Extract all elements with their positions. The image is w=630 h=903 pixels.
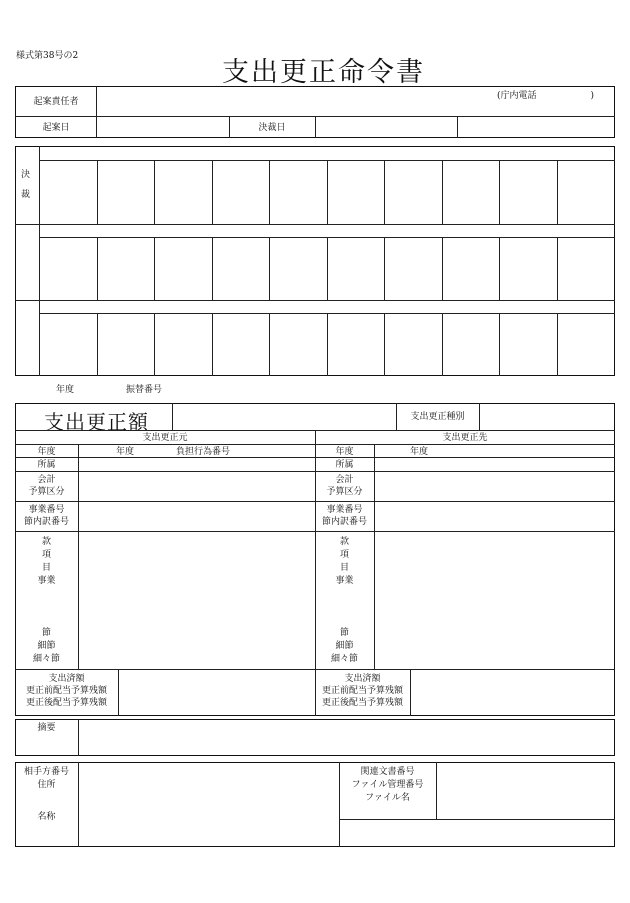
left-burden-no-label: 負担行為番号	[176, 447, 231, 457]
left-project-field[interactable]	[79, 502, 314, 530]
right-budget-items-block	[315, 537, 374, 586]
right-account-label: 会計	[335, 475, 354, 485]
right-saisetsu-label: 細節	[335, 641, 354, 651]
decision-date-label: 決裁日	[258, 123, 286, 133]
left-year-label: 年度	[37, 447, 56, 457]
left-moku-label: 目	[41, 563, 51, 573]
draft-date-field[interactable]	[97, 117, 228, 137]
transfer-year-label: 年度	[56, 385, 75, 395]
left-kou-label: 項	[41, 550, 51, 560]
phone-label: (庁内電話 )	[497, 91, 595, 101]
right-year-label: 年度	[335, 447, 354, 457]
form-number: 様式第38号の2	[16, 51, 79, 61]
right-moku-label: 目	[339, 563, 349, 573]
summary-field[interactable]	[79, 720, 614, 755]
right-setsu-label: 節	[339, 628, 349, 638]
right-paid-label: 支出済額	[344, 674, 381, 684]
left-setsu-label: 節	[41, 628, 51, 638]
right-kan-label: 款	[339, 537, 349, 547]
party-no-label: 相手方番号	[23, 767, 69, 777]
address-label: 住所	[37, 780, 56, 790]
party-field[interactable]	[79, 763, 338, 846]
left-after-label: 更正後配当予算残額	[25, 698, 107, 708]
left-account-field[interactable]	[79, 472, 314, 500]
summary-label: 摘要	[37, 723, 56, 733]
approval-grid	[15, 146, 615, 376]
left-dept-label: 所属	[37, 460, 56, 470]
left-section-breakdown-label: 節内訳番号	[23, 517, 69, 527]
left-setsu-block	[15, 628, 78, 664]
right-amounts-block	[315, 674, 410, 708]
left-amounts-field[interactable]	[119, 670, 314, 715]
drafter-label: 起案責任者	[33, 97, 79, 107]
right-project-field[interactable]	[375, 502, 614, 530]
approval-label-1: 決	[21, 170, 31, 180]
right-budget-items-field[interactable]	[375, 532, 614, 668]
related-doc-field[interactable]	[437, 763, 614, 818]
right-section-breakdown-label: 節内訳番号	[321, 517, 367, 527]
left-budget-items-block	[15, 537, 78, 586]
right-project-no-label: 事業番号	[326, 505, 363, 515]
left-saisetsu-label: 細節	[37, 641, 56, 651]
correction-type-label: 支出更正種別	[410, 412, 465, 422]
right-dept-label: 所属	[335, 460, 354, 470]
file-mgmt-label: ファイル管理番号	[351, 780, 424, 790]
page-title: 支出更正命令書	[222, 57, 425, 88]
right-setsu-block	[315, 628, 374, 664]
related-doc-block	[339, 767, 436, 803]
left-project-no-label: 事業番号	[28, 505, 65, 515]
right-after-label: 更正後配当予算残額	[321, 698, 403, 708]
correction-type-field[interactable]	[480, 404, 614, 429]
file-name-label: ファイル名	[365, 793, 410, 803]
left-account-label: 会計	[37, 475, 56, 485]
left-budget-div-label: 予算区分	[28, 487, 65, 497]
left-before-label: 更正前配当予算残額	[25, 686, 107, 696]
approval-label-2: 裁	[21, 190, 31, 200]
left-jigyo-label: 事業	[37, 576, 56, 586]
right-saisaisetsu-label: 細々節	[330, 654, 358, 664]
source-label: 支出更正元	[142, 433, 188, 443]
left-kan-label: 款	[41, 537, 51, 547]
related-doc-label: 関連文書番号	[360, 767, 415, 777]
transfer-no-label: 振替番号	[126, 385, 163, 395]
left-budget-items-field[interactable]	[79, 532, 314, 668]
right-amounts-field[interactable]	[411, 670, 614, 715]
draft-date-label: 起案日	[42, 123, 70, 133]
left-year2-label: 年度	[116, 447, 135, 457]
right-kou-label: 項	[339, 550, 349, 560]
right-account-field[interactable]	[375, 472, 614, 500]
right-dept-field[interactable]	[375, 458, 614, 470]
right-jigyo-label: 事業	[335, 576, 354, 586]
right-year2-label: 年度	[410, 447, 429, 457]
left-project-block	[15, 505, 78, 527]
drafter-field[interactable]	[97, 87, 497, 115]
party-block	[15, 767, 78, 790]
correction-heading: 支出更正額	[44, 410, 149, 434]
left-amounts-block	[15, 674, 118, 708]
decision-date-field[interactable]	[316, 117, 614, 137]
left-account-block	[15, 475, 78, 497]
right-before-label: 更正前配当予算残額	[321, 686, 403, 696]
right-project-block	[315, 505, 374, 527]
left-paid-label: 支出済額	[48, 674, 85, 684]
file-name-field[interactable]	[340, 820, 614, 846]
name-label: 名称	[37, 812, 56, 822]
right-account-block	[315, 475, 374, 497]
left-saisaisetsu-label: 細々節	[32, 654, 60, 664]
dest-label: 支出更正先	[442, 433, 488, 443]
right-budget-div-label: 予算区分	[326, 487, 363, 497]
left-dept-field[interactable]	[79, 458, 314, 470]
